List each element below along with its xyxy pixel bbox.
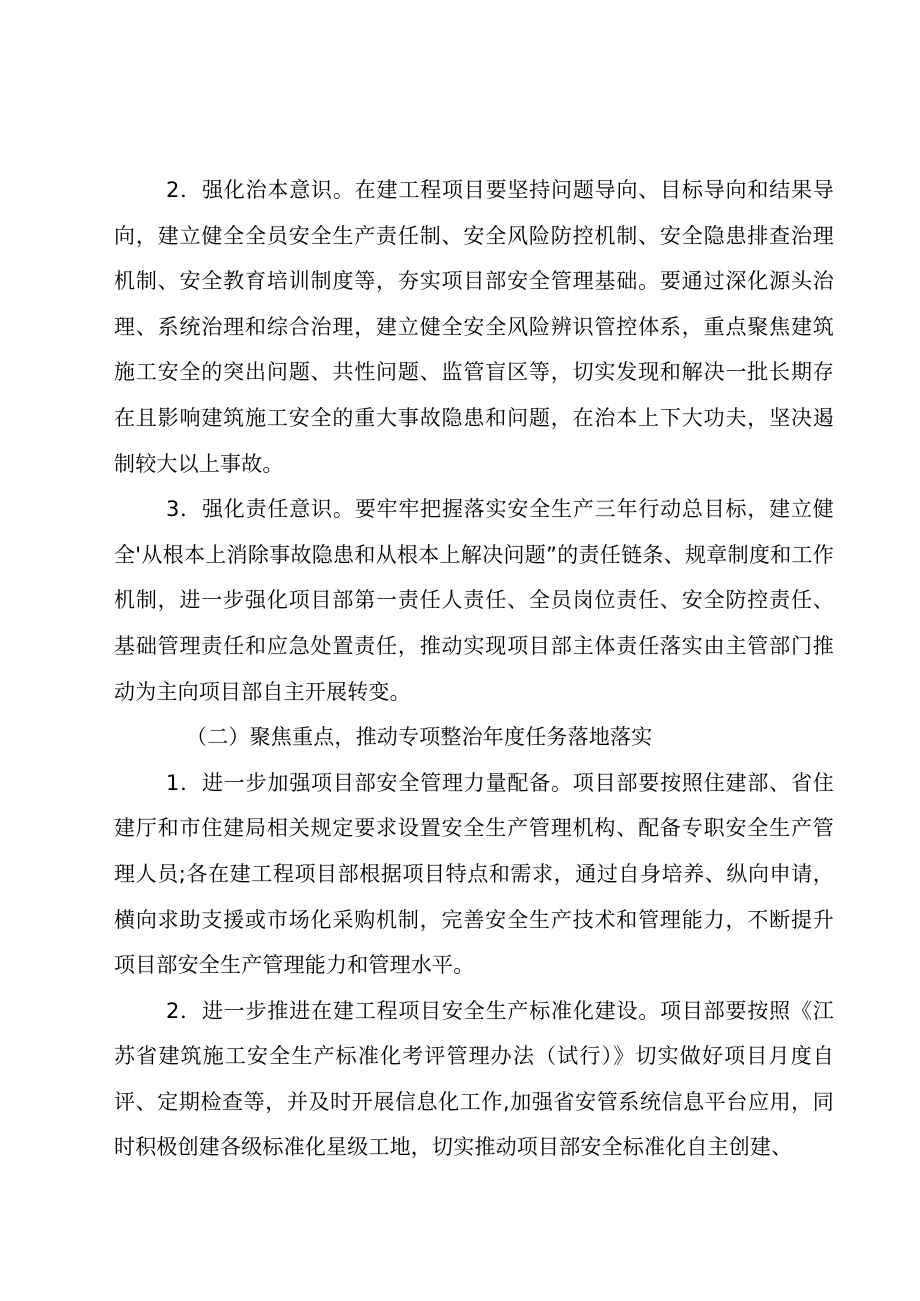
section-heading-focus-key-points: （二）聚焦重点，推动专项整治年度任务落地落实 [186, 725, 653, 750]
paragraph-safety-management-staffing: 1．进一步加强项目部安全管理力量配备。项目部要按照住建部、省住建厅和市住建局相关规定要求设置安全生产管理机构、配备专职安全生产管理人员;各在建工程项目部根据项目特点和需求，通过自身培养、纵向申请，横向求助支援或市场化采购机制，完善安全生产技术和管理能力，不断提升项目部安全生产管理能力和管理水平。 [114, 770, 834, 978]
paragraph-strengthen-responsibility-awareness: 3．强化责任意识。要牢牢把握落实安全生产三年行动总目标，建立健全'从根本上消除事故隐患和从根本上解决问题”的责任链条、规章制度和工作机制，进一步强化项目部第一责任人责任、全员岗位责任、安全防控责任、基础管理责任和应急处置责任，推动实现项目部主体责任落实由主管部门推动为主向项目部自主开展转变。 [114, 497, 834, 704]
paragraph-safety-standardization: 2．进一步推进在建工程项目安全生产标准化建设。项目部要按照《江苏省建筑施工安全生产标准化考评管理办法（试行）》切实做好项目月度自评、定期检查等，并及时开展信息化工作,加强省安管系统信息平台应用，同时积极创建各级标准化星级工地，切实推动项目部安全标准化自主创建、 [114, 998, 834, 1160]
paragraph-strengthen-root-cause-awareness: 2．强化治本意识。在建工程项目要坚持问题导向、目标导向和结果导向，建立健全全员安全生产责任制、安全风险防控机制、安全隐患排查治理机制、安全教育培训制度等，夯实项目部安全管理基础。要通过深化源头治理、系统治理和综合治理，建立健全安全风险辨识管控体系，重点聚焦建筑施工安全的突出问题、共性问题、监管盲区等，切实发现和解决一批长期存在且影响建筑施工安全的重大事故隐患和问题，在治本上下大功夫，坚决遏制较大以上事故。 [114, 178, 834, 476]
document-body [114, 168, 834, 1171]
